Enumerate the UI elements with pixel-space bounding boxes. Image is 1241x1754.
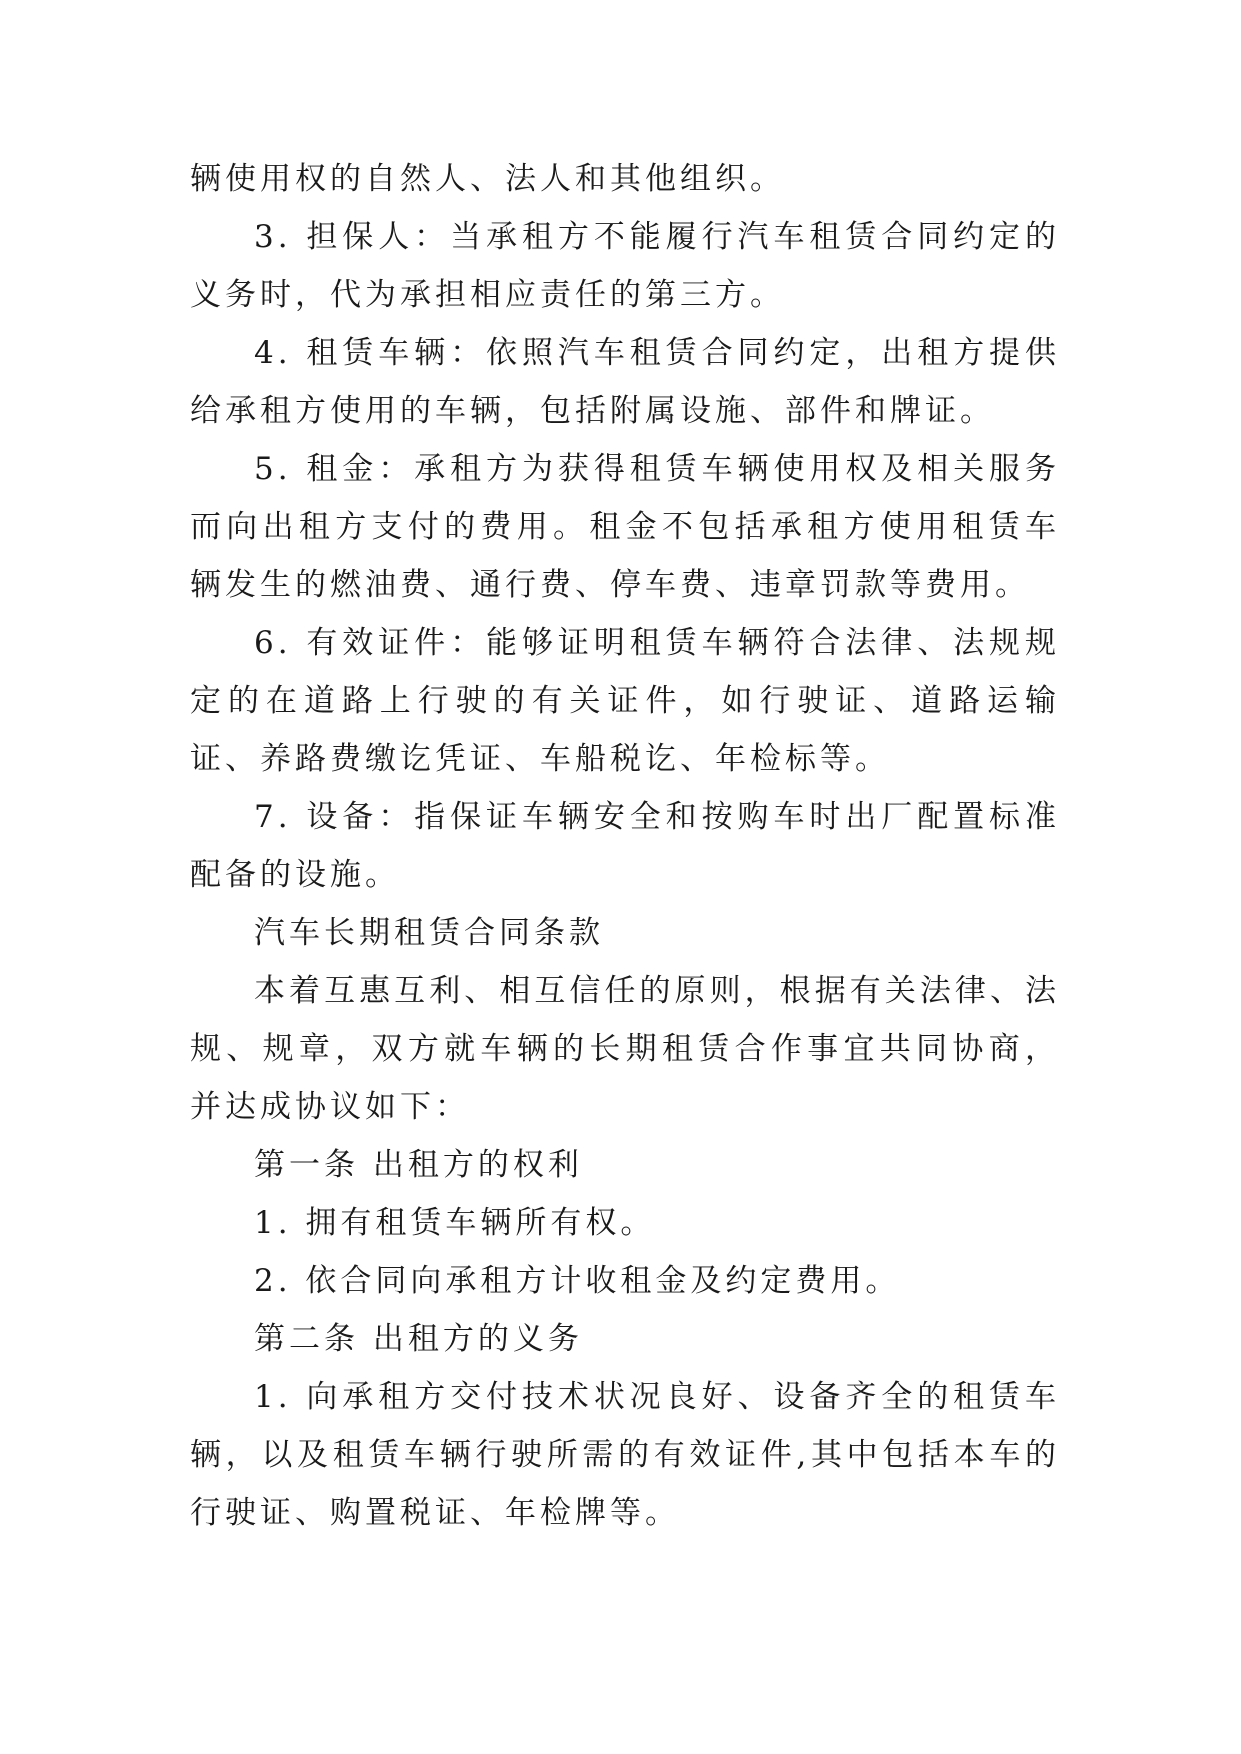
paragraph-definition-4: 4. 租赁车辆：依照汽车租赁合同约定，出租方提供给承租方使用的车辆，包括附属设施、部件和牌证。: [190, 335, 1060, 429]
paragraph-definition-3: 3. 担保人：当承租方不能履行汽车租赁合同约定的义务时，代为承担相应责任的第三方。: [190, 219, 1060, 313]
document-page: [190, 150, 1060, 1542]
paragraph-definition-7: 7. 设备：指保证车辆安全和按购车时出厂配置标准配备的设施。: [190, 799, 1060, 893]
article-2-item-1: 1. 向承租方交付技术状况良好、设备齐全的租赁车辆，以及租赁车辆行驶所需的有效证件,其中包括本车的行驶证、购置税证、年检牌等。: [190, 1379, 1060, 1531]
section-heading: 汽车长期租赁合同条款: [254, 915, 604, 951]
article-1-item-1: 1. 拥有租赁车辆所有权。: [254, 1205, 656, 1241]
article-2-heading: 第二条 出租方的义务: [254, 1321, 583, 1357]
article-1-heading: 第一条 出租方的权利: [254, 1147, 583, 1183]
paragraph-definition-6: 6. 有效证件：能够证明租赁车辆符合法律、法规规定的在道路上行驶的有关证件，如行驶证、道路运输证、养路费缴讫凭证、车船税讫、年检标等。: [190, 625, 1060, 777]
article-1-item-2: 2. 依合同向承租方计收租金及约定费用。: [254, 1263, 901, 1299]
paragraph-continuation: 辆使用权的自然人、法人和其他组织。: [190, 161, 785, 197]
preamble-paragraph: 本着互惠互利、相互信任的原则，根据有关法律、法规、规章，双方就车辆的长期租赁合作事宜共同协商，并达成协议如下：: [190, 973, 1060, 1125]
paragraph-definition-5: 5. 租金：承租方为获得租赁车辆使用权及相关服务而向出租方支付的费用。租金不包括承租方使用租赁车辆发生的燃油费、通行费、停车费、违章罚款等费用。: [190, 451, 1060, 603]
